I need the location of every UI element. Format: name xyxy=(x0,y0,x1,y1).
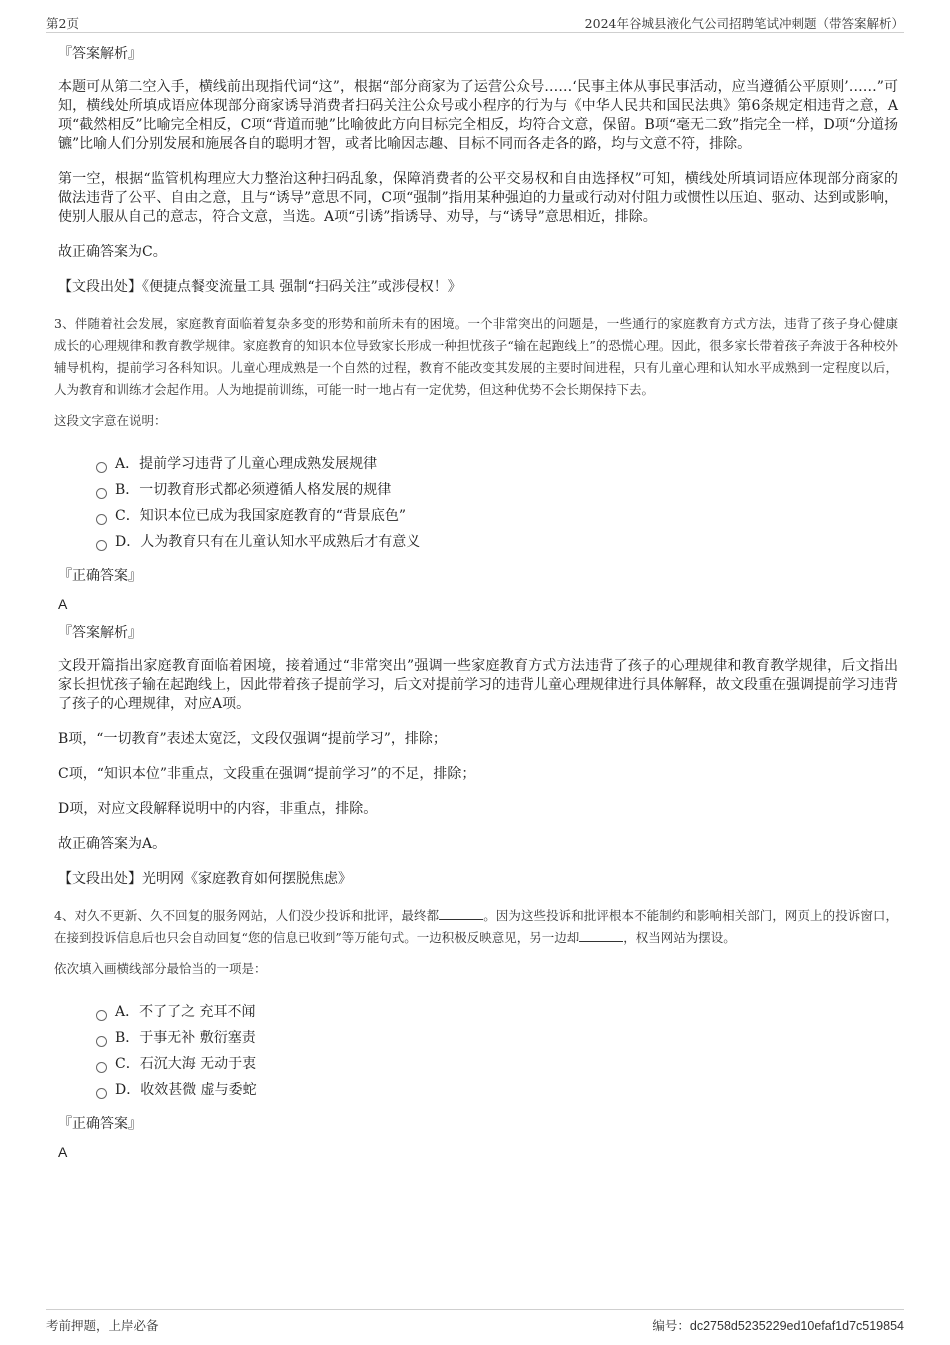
q4-question-part3: ，权当网站为摆设。 xyxy=(623,930,736,945)
q3-analysis-p4: D项，对应文段解释说明中的内容，非重点，排除。 xyxy=(58,801,378,817)
radio-icon[interactable] xyxy=(96,1088,107,1099)
option-label: A．不了了之 充耳不闻 xyxy=(115,1004,256,1020)
document-body xyxy=(54,44,898,1171)
q2-source: 【文段出处】《便捷点餐变流量工具 强制“扫码关注”或涉侵权！》 xyxy=(58,279,462,295)
code-label: 编号： xyxy=(652,1318,690,1333)
option-label: C．石沉大海 无动于衷 xyxy=(115,1056,257,1072)
q3-answer-label: 『正确答案』 xyxy=(58,568,142,584)
document-title: 2024年谷城县液化气公司招聘笔试冲刺题（带答案解析） xyxy=(584,16,904,31)
radio-icon[interactable] xyxy=(96,1010,107,1021)
footer-slogan: 考前押题，上岸必备 xyxy=(46,1318,159,1333)
q4-option-b[interactable] xyxy=(96,1025,898,1051)
option-label: D．人为教育只有在儿童认知水平成熟后才有意义 xyxy=(115,534,421,550)
q4-option-d[interactable] xyxy=(96,1077,898,1103)
code-value: dc2758d5235229ed10efaf1d7c519854 xyxy=(689,1319,904,1333)
option-label: D．收效甚微 虚与委蛇 xyxy=(115,1082,257,1098)
page-number: 第2页 xyxy=(46,16,79,31)
q2-analysis-p1: 本题可从第二空入手，横线前出现指代词“这”，根据“部分商家为了运营公众号……‘民事主体从事民事活动，应当遵循公平原则’……”可知，横线处所填成语应体现部分商家诱导消费者扫码关注公众号或小程序的行为与《中华人民共和国民法典》第6条规定相违背之意，A项“截然相反”比喻完全相反，C项“背道而驰”比喻彼此方向目标完全相反，均符合文意，保留。B项“毫无二致”指完全一样，D项“分道扬镳”比喻人们分别发展和施展各自的聪明才智，或者比喻因志趣、目标不同而各走各的路，均与文意不符，排除。 xyxy=(58,79,898,152)
radio-icon[interactable] xyxy=(96,462,107,473)
q2-analysis-p2: 第一空，根据“监管机构理应大力整治这种扫码乱象，保障消费者的公平交易权和自由选择权”可知，横线处所填词语应体现部分商家的做法违背了公平、自由之意，且与“诱导”意思不同，C项“强制”指用某种强迫的力量或行动对付阻力或惯性以压迫、驱动、达到或影响，使别人服从自己的意志，符合文意，当选。A项“引诱”指诱导、劝导，与“诱导”意思相近，排除。 xyxy=(58,171,898,225)
radio-icon[interactable] xyxy=(96,1036,107,1047)
q3-prompt: 这段文字意在说明： xyxy=(54,413,167,428)
q3-option-d[interactable] xyxy=(96,529,898,555)
radio-icon[interactable] xyxy=(96,1062,107,1073)
q4-prompt: 依次填入画横线部分最恰当的一项是： xyxy=(54,961,267,976)
q3-question: 3、伴随着社会发展，家庭教育面临着复杂多变的形势和前所未有的困境。一个非常突出的问题是，一些通行的家庭教育方式方法，违背了孩子身心健康成长的心理规律和教育教学规律。家庭教育的知识本位导致家长形成一种担忧孩子“输在起跑线上”的恐慌心理。因此，很多家长带着孩子奔波于各种校外辅导机构，提前学习各科知识。儿童心理成熟是一个自然的过程，教育不能改变其发展的主要时间进程，只有儿童心理和认知水平成熟到一定程度以后，人为教育和训练才会起作用。人为地提前训练，可能一时一地占有一定优势，但这种优势不会长期保持下去。 xyxy=(54,316,898,397)
q4-answer: A xyxy=(58,1144,68,1160)
q4-question-part2: 。因为这些投诉和批评根本不能制约和影响相关部门，网页上的投诉窗口，在接到投诉信息后也只会自动回复“您的信息已收到”等万能句式。一边积极反映意见，另一边却 xyxy=(54,908,898,945)
q3-options xyxy=(96,451,898,555)
q2-analysis-label: 『答案解析』 xyxy=(58,46,142,62)
q3-option-b[interactable] xyxy=(96,477,898,503)
option-label: A．提前学习违背了儿童心理成熟发展规律 xyxy=(115,456,378,472)
fill-blank xyxy=(579,941,623,942)
q3-analysis-p2: B项，“一切教育”表述太宽泛，文段仅强调“提前学习”，排除； xyxy=(58,731,447,747)
q3-analysis-p1: 文段开篇指出家庭教育面临着困境，接着通过“非常突出”强调一些家庭教育方式方法违背了孩子的心理规律和教育教学规律，后文指出家长担忧孩子输在起跑线上，因此带着孩子提前学习，后文对提前学习的违背儿童心理规律进行具体解释，故文段重在强调提前学习违背了孩子的心理规律，对应A项。 xyxy=(58,658,898,712)
radio-icon[interactable] xyxy=(96,540,107,551)
document-code xyxy=(652,1316,904,1334)
q3-conclusion: 故正确答案为A。 xyxy=(58,836,167,852)
radio-icon[interactable] xyxy=(96,514,107,525)
q4-options xyxy=(96,999,898,1103)
page-footer xyxy=(46,1309,904,1338)
q3-analysis-p3: C项，“知识本位”非重点，文段重在强调“提前学习”的不足，排除； xyxy=(58,766,476,782)
page-header xyxy=(46,10,904,33)
option-label: C．知识本位已成为我国家庭教育的“背景底色” xyxy=(115,508,407,524)
q3-answer: A xyxy=(58,596,68,612)
q4-answer-label: 『正确答案』 xyxy=(58,1116,142,1132)
option-label: B．一切教育形式都必须遵循人格发展的规律 xyxy=(115,482,392,498)
radio-icon[interactable] xyxy=(96,488,107,499)
q3-analysis-label: 『答案解析』 xyxy=(58,625,142,641)
q3-option-c[interactable] xyxy=(96,503,898,529)
q3-source: 【文段出处】光明网《家庭教育如何摆脱焦虑》 xyxy=(58,871,352,887)
q4-option-a[interactable] xyxy=(96,999,898,1025)
q4-question-part1: 4、对久不更新、久不回复的服务网站，人们没少投诉和批评，最终都 xyxy=(54,908,440,923)
fill-blank xyxy=(439,919,483,920)
q4-option-c[interactable] xyxy=(96,1051,898,1077)
option-label: B．于事无补 敷衍塞责 xyxy=(115,1030,256,1046)
q4-question xyxy=(54,905,898,949)
q2-conclusion: 故正确答案为C。 xyxy=(58,244,167,260)
q3-option-a[interactable] xyxy=(96,451,898,477)
